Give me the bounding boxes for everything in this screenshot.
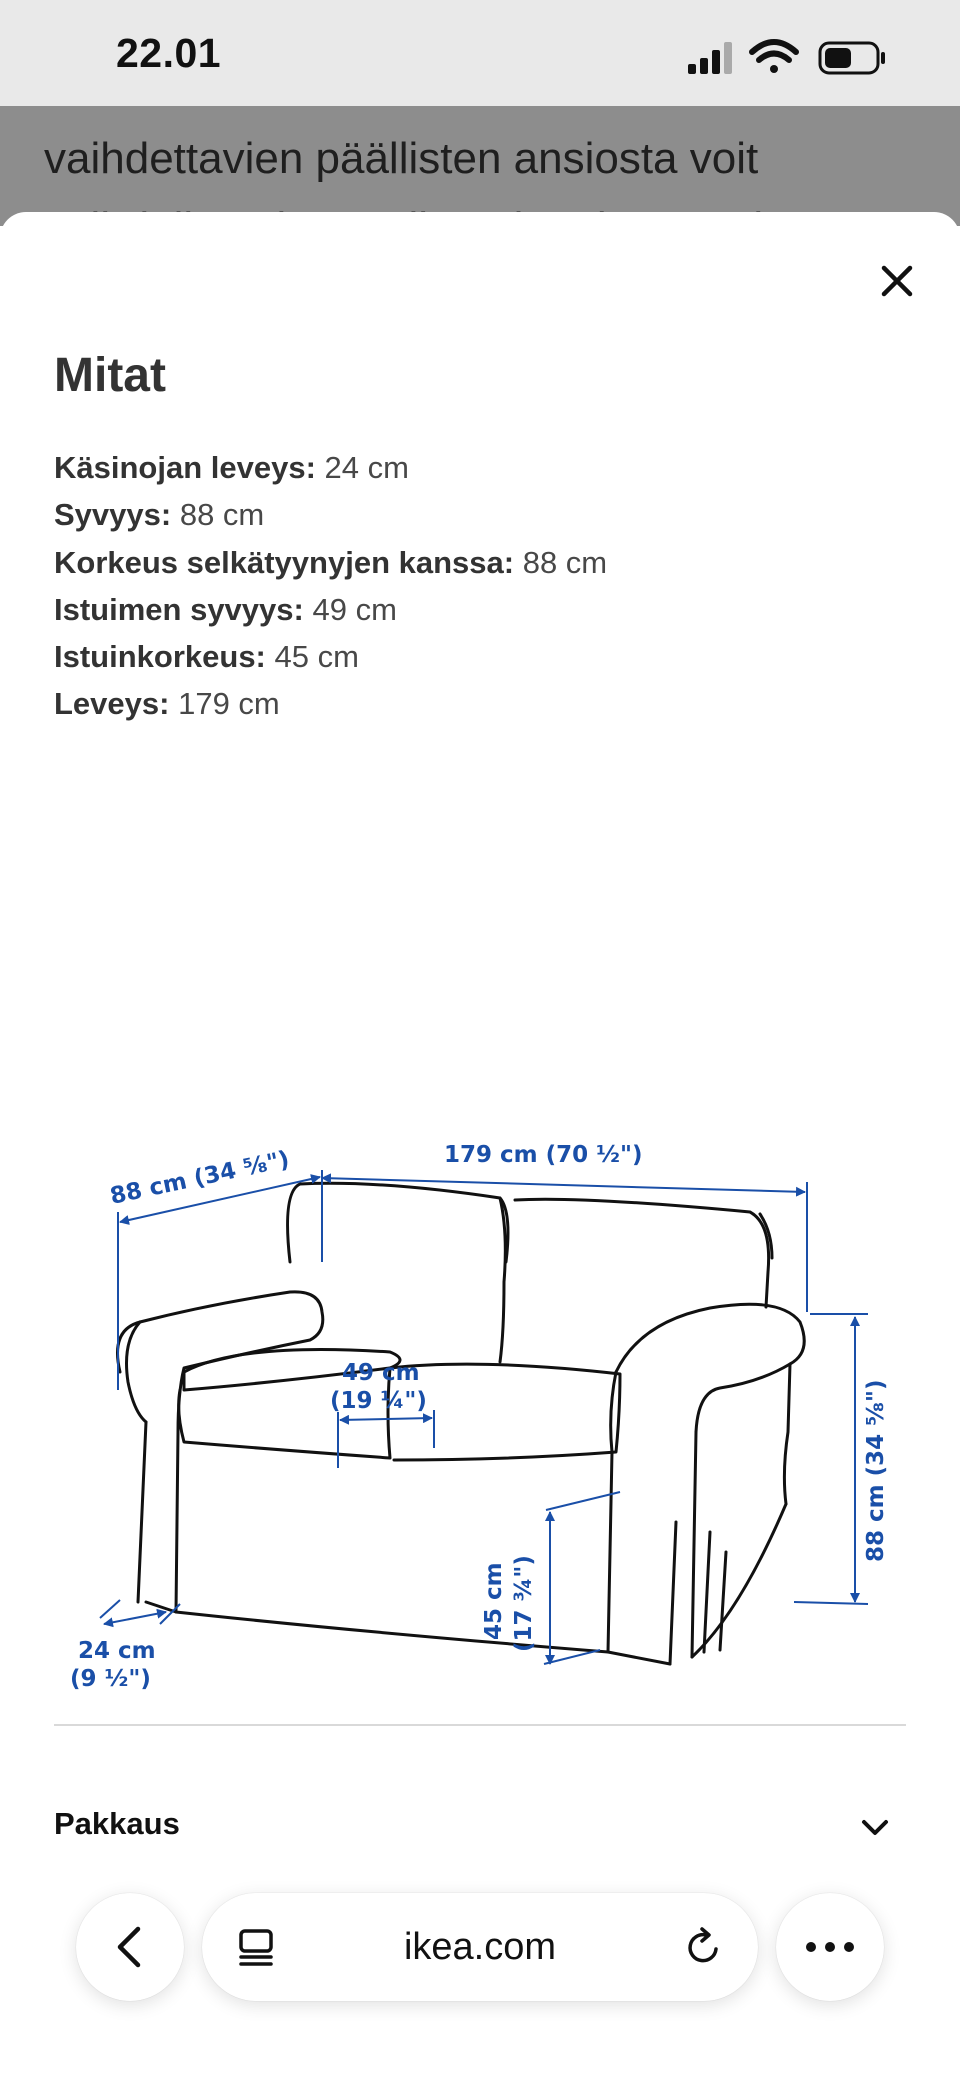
- spec-row: [54, 633, 914, 680]
- spec-value: 45 cm: [265, 639, 359, 675]
- height-label: 88 cm (34 ⅝"): [863, 1379, 889, 1562]
- status-icons: [688, 38, 888, 78]
- seat-height-in-label: (17 ¾"): [511, 1555, 537, 1652]
- seat-height-cm-label: 45 cm: [481, 1562, 507, 1640]
- background-text: vaihdettavien päällisten ansiosta voit: [44, 134, 759, 183]
- sheet-title: Mitat: [54, 349, 166, 402]
- packaging-section[interactable]: [54, 1792, 906, 1862]
- battery-icon: [820, 43, 885, 73]
- address-bar[interactable]: [202, 1893, 758, 2001]
- seat-depth-cm-label: 49 cm: [342, 1360, 420, 1386]
- spec-value: 49 cm: [303, 591, 397, 627]
- section-divider: [54, 1724, 906, 1726]
- spec-row: [54, 444, 914, 491]
- width-label: 179 cm (70 ½"): [444, 1142, 643, 1168]
- seat-depth-in-label: (19 ¼"): [330, 1388, 427, 1414]
- spec-label: Korkeus selkätyynyjen kanssa:: [54, 544, 515, 580]
- spec-row: [54, 680, 914, 727]
- tabs-icon: [236, 1927, 276, 1967]
- close-icon: [880, 264, 914, 298]
- spec-row: [54, 491, 914, 538]
- spec-row: [54, 539, 914, 586]
- sofa-drawing: [118, 1183, 805, 1664]
- wifi-icon: [752, 42, 796, 73]
- chevron-down-icon: [858, 1810, 892, 1844]
- spec-list: [54, 444, 914, 728]
- chevron-left-icon: [110, 1925, 150, 1969]
- spec-value: 88 cm: [514, 544, 608, 580]
- spec-label: Käsinojan leveys:: [54, 450, 316, 485]
- packaging-label: Pakkaus: [54, 1806, 180, 1841]
- reload-icon[interactable]: [684, 1927, 724, 1967]
- browser-back-button[interactable]: [76, 1893, 184, 2001]
- spec-label: Leveys:: [54, 686, 170, 722]
- spec-label: Syvyys:: [54, 497, 172, 533]
- depth-label: 88 cm (34 ⅝"): [107, 1146, 292, 1210]
- close-button[interactable]: [872, 256, 922, 306]
- more-icon: [805, 1941, 855, 1953]
- status-time: 22.01: [116, 30, 222, 76]
- spec-label: Istuimen syvyys:: [54, 591, 304, 627]
- spec-value: 88 cm: [171, 497, 265, 533]
- url-text: ikea.com: [403, 1925, 557, 1968]
- arm-cm-label: 24 cm: [78, 1638, 156, 1664]
- dimensions-sheet: [0, 212, 960, 2077]
- signal-icon: [688, 42, 732, 74]
- background-page: [0, 106, 960, 226]
- spec-label: Istuinkorkeus:: [54, 639, 266, 675]
- spec-value: 179 cm: [169, 686, 280, 722]
- arm-in-label: (9 ½"): [70, 1666, 151, 1692]
- sofa-dimension-diagram: [60, 912, 910, 1712]
- spec-row: [54, 586, 914, 633]
- more-options-button[interactable]: [776, 1893, 884, 2001]
- status-bar: [0, 0, 960, 106]
- spec-value: 24 cm: [315, 450, 409, 485]
